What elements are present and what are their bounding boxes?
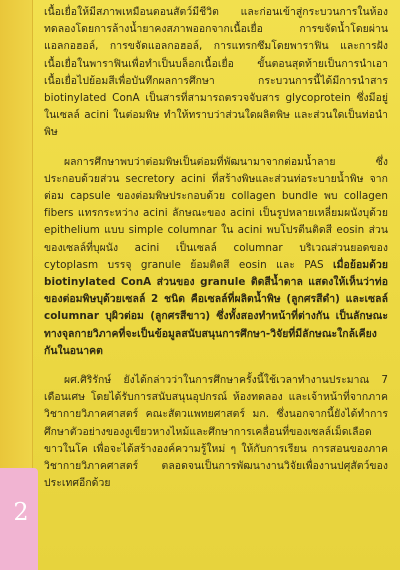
paragraph-3 (44, 372, 388, 492)
paragraph-1-text: เนื้อเยื่อให้มีสภาพเหมือนตอนสัตว์มีชีวิต และก่อนเข้าสู่กระบวนการในห้องทดลองโดยการล้างน้ำยาคงสภาพออกจากเนื้อเยื่อ การขจัดน้ำโดยผ่านแอลกอฮอล์, การขจัดแอลกอฮอล์, การแทรกซึมโดยพาราฟิน และการฝังเนื้อเยื่อในพาราฟินเพื่อทำเป็นบล็อกเนื้อเยื่อ ขั้นตอนสุดท้ายเป็นการนำเอาเนื้อเยื่อไปย้อมสีเพื่อบันทึกผลการศึกษา กระบวนการนี้ได้มีการนำสาร biotinylated ConA เป็นสารที่สามารถตรวจจับสาร glycoprotein ซึ่งมีอยู่ในเซลล์ acini ในต่อมพิษ ทำให้ทราบว่าส่วนใดผลิตพิษ และส่วนใดเป็นท่อนำพิษ (44, 6, 388, 139)
paragraph-3-text: ผศ.ศิริรักษ์ ยังได้กล่าวว่าในการศึกษาครั้งนี้ใช้เวลาทำงานประมาณ 7 เดือนเศษ โดยได้รับการสนับสนุนอุปกรณ์ ห้องทดลอง และเจ้าหน้าที่จากภาควิชากายวิภาคศาสตร์ คณะสัตวแพทยศาสตร์ มก. ซึ่งนอกจากนี้ยังได้ทำการศึกษาตัวอย่างของงูเขียวหางไหม้และศึกษาการเคลื่อนที่ของเซลล์เม็ดเลือดขาวในโค เพื่อจะได้สร้างองค์ความรู้ใหม่ ๆ ให้กับการเรียน การสอนของภาควิชากายวิภาคศาสตร์ ตลอดจนเป็นการพัฒนางานวิจัยเพื่องานปศุสัตว์ของประเทศอีกด้วย (44, 374, 388, 490)
paragraph-1 (44, 4, 388, 142)
article-body (44, 4, 388, 492)
paragraph-2-bold-text: เมื่อย้อมด้วย biotinylated ConA ส่วนของ granule ติดสีน้ำตาล แสดงให้เห็นว่าท่อของต่อมพิษบุด้วยเซลล์ 2 ชนิด คือเซลล์ที่ผลิตน้ำพิษ (ลูกศรสีดำ) และเซลล์ columnar บุผิวต่อม (ลูกศรสีขาว) ซึ่งทั้งสองทำหน้าที่ต่างกัน เป็นลักษณะทางจุลกายวิภาคที่จะเป็นข้อมูลสนับสนุนการศึกษา-วิจัยที่มีลักษณะใกล้เคียงกันในอนาคต (44, 258, 388, 357)
paragraph-2-text: ผลการศึกษาพบว่าต่อมพิษเป็นต่อมที่พัฒนามาจากต่อมน้ำลาย ซึ่งประกอบด้วยส่วน secretory acini ที่สร้างพิษและส่วนท่อระบายน้ำพิษ จากต่อม capsule ของต่อมพิษประกอบด้วย collagen bundle พบ collagen fibers แทรกระหว่าง acini ลักษณะของ acini เป็นรูปหลายเหลี่ยมผนังบุด้วย epithelium แบบ simple columnar ใน acini พบโปรตีนติดสี eosin ส่วนของเซลล์ที่บุผนัง acini เป็นเซลล์ columnar บริเวณส่วนยอดของ cytoplasm บรรจุ granule ย้อมติดสี eosin และ PAS (44, 155, 388, 271)
paragraph-2 (44, 154, 388, 360)
page-number: 2 (13, 498, 29, 526)
